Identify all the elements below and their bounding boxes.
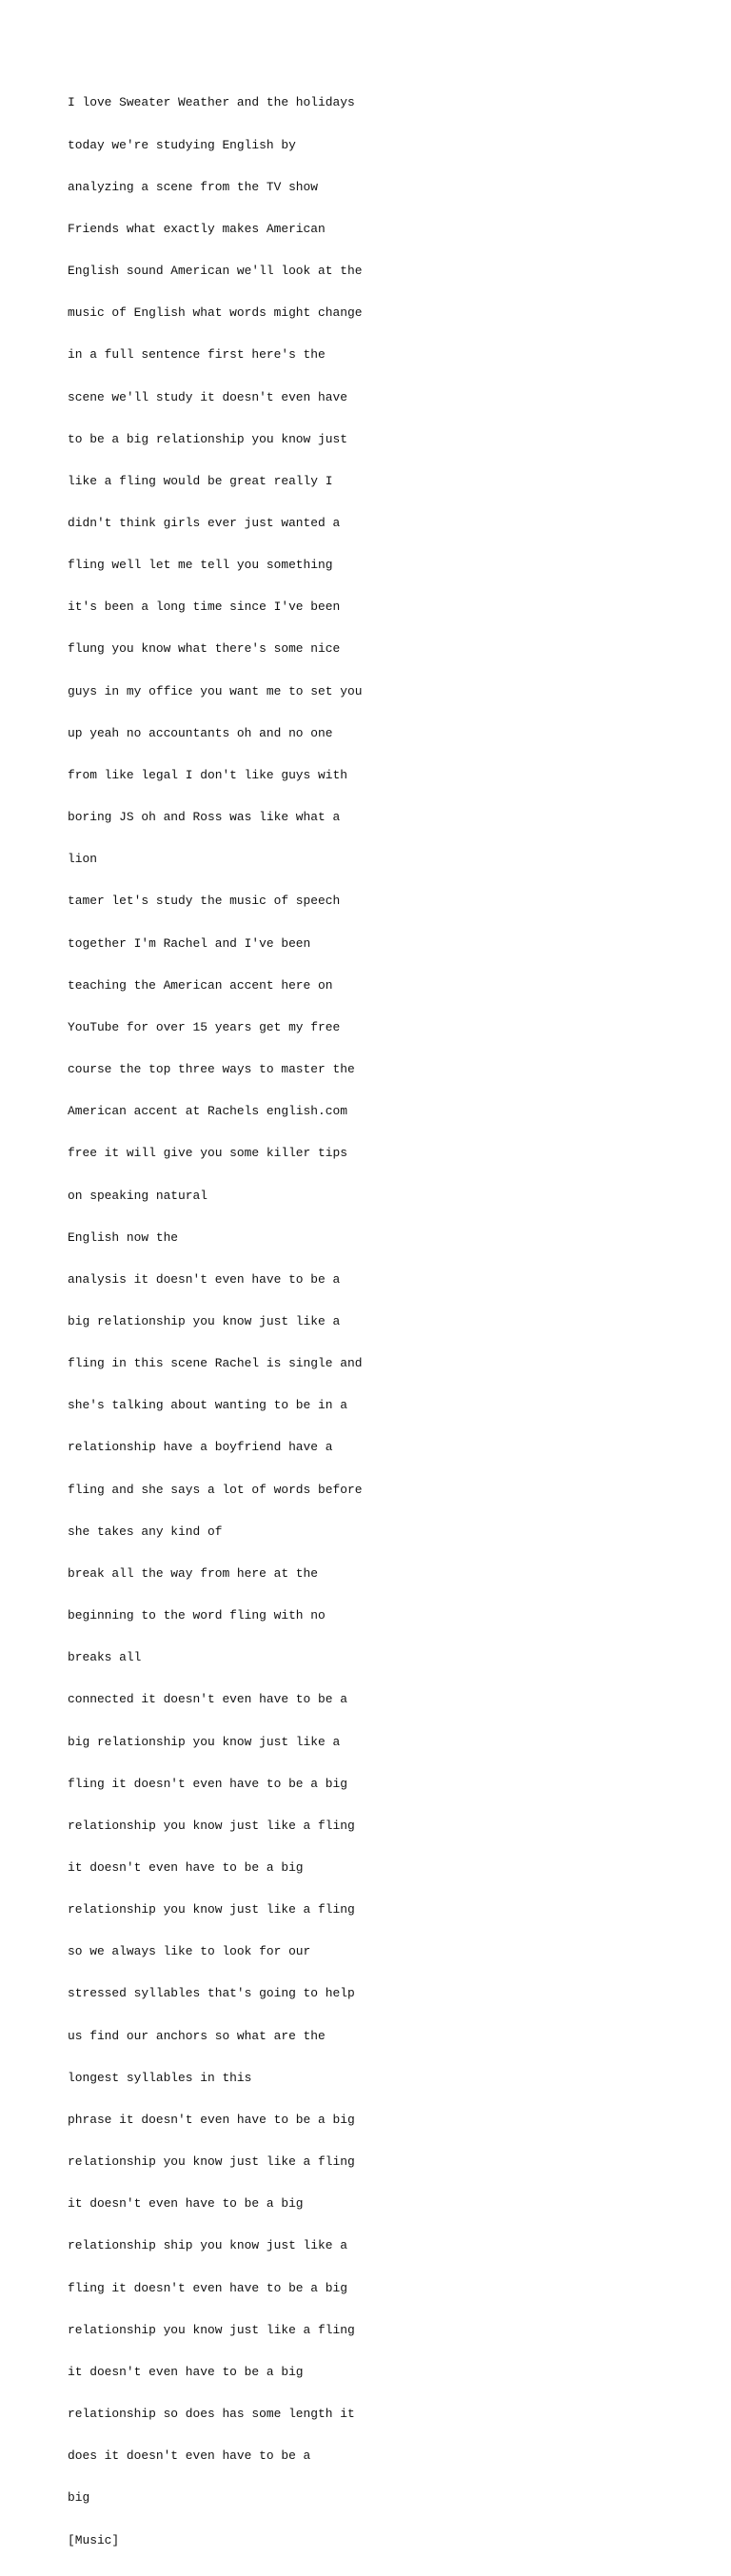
transcript-line: so we always like to look for our (68, 1944, 311, 1959)
transcript-line: didn't think girls ever just wanted a (68, 516, 341, 530)
transcript-line: English now the (68, 1229, 179, 1245)
transcript-line: English sound American we'll look at the (68, 264, 363, 279)
transcript-line: YouTube for over 15 years get my free (68, 1019, 341, 1034)
transcript-line: it doesn't even have to be a big (68, 2364, 304, 2379)
transcript-line: it's been a long time since I've been (68, 600, 341, 615)
transcript-line: fling it doesn't even have to be a big (68, 2280, 347, 2295)
transcript-line: free it will give you some killer tips (68, 1146, 347, 1161)
transcript-line: she takes any kind of (68, 1524, 223, 1539)
transcript-line: big relationship you know just like a (68, 1313, 341, 1328)
transcript-line: us find our anchors so what are the (68, 2028, 326, 2043)
transcript-line: Friends what exactly makes American (68, 221, 326, 236)
transcript-line: relationship so does has some length it (68, 2407, 355, 2422)
transcript-line: like a fling would be great really I (68, 473, 333, 488)
transcript-line: lion (68, 852, 97, 867)
transcript-line: American accent at Rachels english.com (68, 1104, 347, 1119)
transcript-line: stressed syllables that's going to help (68, 1986, 355, 2001)
transcript-line: relationship ship you know just like a (68, 2238, 347, 2253)
transcript-line: relationship you know just like a fling (68, 2154, 355, 2170)
transcript-line: beginning to the word fling with no (68, 1608, 326, 1623)
transcript-line: analysis it doesn't even have to be a (68, 1271, 341, 1287)
transcript-line: breaks all (68, 1650, 142, 1665)
transcript-line: I love Sweater Weather and the holidays (68, 95, 355, 110)
transcript-line: relationship you know just like a fling (68, 2322, 355, 2337)
transcript-line: in a full sentence first here's the (68, 347, 326, 363)
transcript-line: music of English what words might change (68, 305, 363, 321)
transcript-line: on speaking natural (68, 1188, 207, 1203)
transcript-line: [Music] (68, 2532, 120, 2547)
transcript-line: today we're studying English by (68, 137, 296, 152)
transcript-line: fling and she says a lot of words before (68, 1482, 363, 1497)
transcript-line: fling in this scene Rachel is single and (68, 1356, 363, 1371)
transcript-line: phrase it doesn't even have to be a big (68, 2112, 355, 2127)
transcript-line: it doesn't even have to be a big (68, 1860, 304, 1875)
transcript-line: boring JS oh and Ross was like what a (68, 810, 341, 825)
transcript-line: break all the way from here at the (68, 1565, 319, 1581)
transcript-line: relationship you know just like a fling (68, 1818, 355, 1833)
transcript-line: relationship you know just like a fling (68, 1902, 355, 1917)
transcript-line: up yeah no accountants oh and no one (68, 725, 333, 740)
transcript-line: relationship have a boyfriend have a (68, 1440, 333, 1455)
transcript-line: longest syllables in this (68, 2070, 252, 2085)
transcript-line: guys in my office you want me to set you (68, 683, 363, 698)
transcript-line: she's talking about wanting to be in a (68, 1398, 347, 1413)
transcript-line: tamer let's study the music of speech (68, 894, 341, 909)
transcript-line: flung you know what there's some nice (68, 641, 341, 657)
transcript-text (68, 69, 696, 2576)
transcript-line: course the top three ways to master the (68, 1062, 355, 1077)
transcript-line: connected it doesn't even have to be a (68, 1692, 347, 1707)
transcript-line: from like legal I don't like guys with (68, 767, 347, 782)
transcript-line: together I'm Rachel and I've been (68, 935, 311, 951)
transcript-line: to be a big relationship you know just (68, 431, 347, 446)
transcript-line: fling it doesn't even have to be a big (68, 1776, 347, 1791)
transcript-line: teaching the American accent here on (68, 977, 333, 993)
transcript-line: scene we'll study it doesn't even have (68, 389, 347, 404)
transcript-line: does it doesn't even have to be a (68, 2448, 311, 2464)
transcript-line: it doesn't even have to be a big (68, 2196, 304, 2212)
transcript-line: big (68, 2490, 90, 2506)
transcript-line: big relationship you know just like a (68, 1734, 341, 1749)
transcript-line: fling well let me tell you something (68, 558, 333, 573)
transcript-line: analyzing a scene from the TV show (68, 179, 319, 194)
